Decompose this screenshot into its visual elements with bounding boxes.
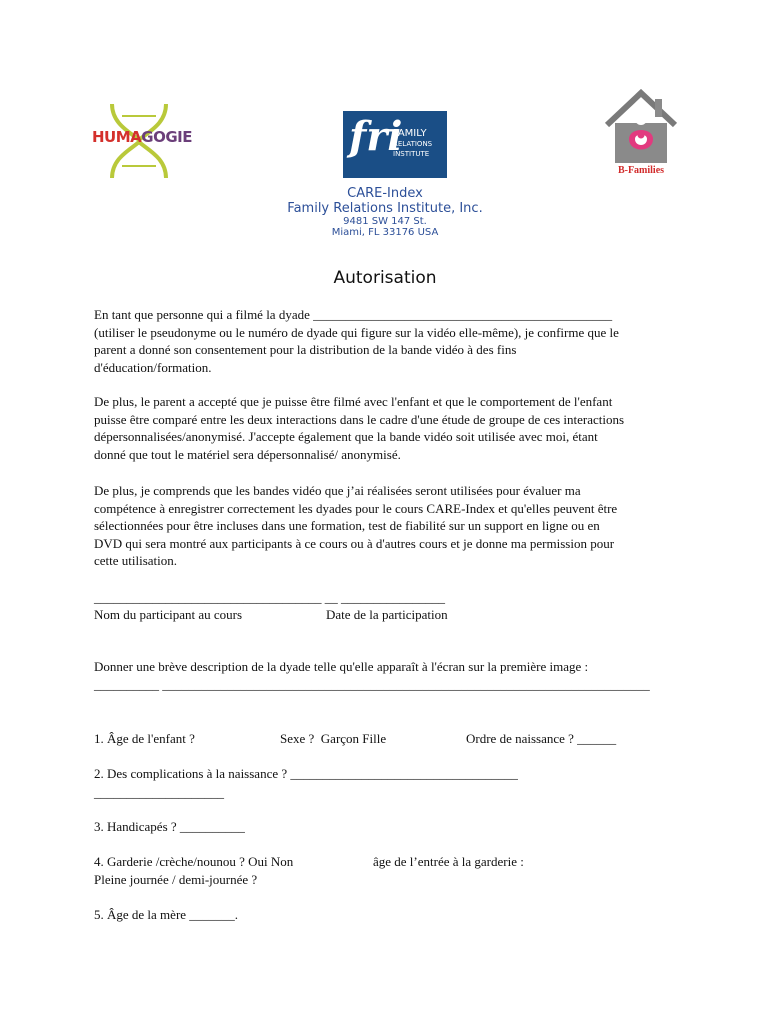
para3-line2: compétence à enregistrer correctement les dyades pour le cours CARE-Index et qu'elles peuvent être [94, 500, 618, 516]
fri-mark: fri [349, 113, 403, 160]
para1-line2: (utiliser le pseudonyme ou le numéro de dyade qui figure sur la vidéo elle-même), je confirme que le [94, 324, 619, 340]
bfamilies-label: B-Families [617, 165, 665, 176]
para3-line5: cette utilisation. [94, 553, 178, 569]
header-city: Miami, FL 33176 USA [331, 227, 439, 238]
para2-line2: puisse être comparé entre les deux interactions dans le cadre d'une étude de groupe de ces interactions [94, 411, 625, 427]
para1-line4: d'éducation/formation. [94, 359, 212, 375]
header-care-index: CARE-Index [347, 186, 423, 201]
question-daycare-entry-age: âge de l’entrée à la garderie : [373, 854, 524, 869]
question-disabilities[interactable]: 3. Handicapés ? __________ [94, 819, 245, 834]
signature-line[interactable]: ___________________________________ __ ________________ [94, 590, 445, 605]
participant-name-label: Nom du participant au cours [94, 607, 243, 622]
humagogie-logo [92, 104, 192, 178]
humagogie-text-b: GOGIE [141, 128, 192, 146]
fri-logo [343, 111, 447, 178]
paragraph-usage [94, 482, 684, 570]
bfamilies-logo [603, 89, 679, 181]
question-mother-age[interactable]: 5. Âge de la mère _______. [94, 907, 239, 922]
question-birth-complications[interactable]: 2. Des complications à la naissance ? ___________________________________ [94, 766, 518, 781]
question-daycare-schedule: Pleine journée / demi-journée ? [94, 872, 258, 887]
para3-line3: sélectionnées pour être incluses dans une formation, test de fiabilité sur un support en ligne ou en [94, 518, 600, 534]
para1-line1: En tant que personne qui a filmé la dyade ______________________________________________ [94, 307, 613, 322]
header-street: 9481 SW 147 St. [343, 216, 427, 227]
paragraph-filming [94, 393, 684, 463]
description-prompt: Donner une brève description de la dyade telle qu'elle apparaît à l'écran sur la première image : [94, 659, 589, 674]
para3-line4: DVD qui sera montré aux participants à ce cours ou à d'autres cours et je donne ma permission pour [94, 535, 615, 551]
fri-line2: RELATIONS [393, 140, 433, 148]
question-birth-complications-cont[interactable]: ____________________ [94, 785, 224, 800]
paragraph-consent [94, 306, 684, 376]
fri-line3: INSTITUTE [393, 150, 430, 158]
humagogie-text-a: HUMA [92, 128, 142, 146]
question-birth-order[interactable]: Ordre de naissance ? ______ [466, 731, 617, 746]
question-daycare: 4. Garderie /crèche/nounou ? Oui Non [94, 854, 294, 869]
para2-line3: dépersonnalisées/anonymisé. J'accepte également que la bande vidéo soit utilisée avec moi, étant [94, 429, 598, 445]
description-field[interactable]: __________ ___________________________________________________________________________ [94, 677, 650, 692]
header-institute-name: Family Relations Institute, Inc. [287, 201, 483, 216]
question-child-sex: Sexe ? Garçon Fille [280, 731, 387, 746]
para1-line3: parent a donné son consentement pour la distribution de la bande vidéo à des fins [94, 342, 517, 358]
participation-date-label: Date de la participation [326, 607, 448, 622]
para3-line1: De plus, je comprends que les bandes vidéo que j’ai réalisées seront utilisées pour évaluer ma [94, 483, 581, 498]
page-title: Autorisation [333, 268, 437, 288]
para2-line1: De plus, le parent a accepté que je puisse être filmé avec l'enfant et que le comportement de l'enfant [94, 394, 613, 409]
fri-line1: FAMILY [393, 128, 427, 139]
house-family-icon [603, 89, 679, 169]
para2-line4: donné que tout le matériel sera dépersonnalisé/ anonymisé. [94, 446, 401, 462]
question-child-age: 1. Âge de l'enfant ? [94, 731, 195, 746]
